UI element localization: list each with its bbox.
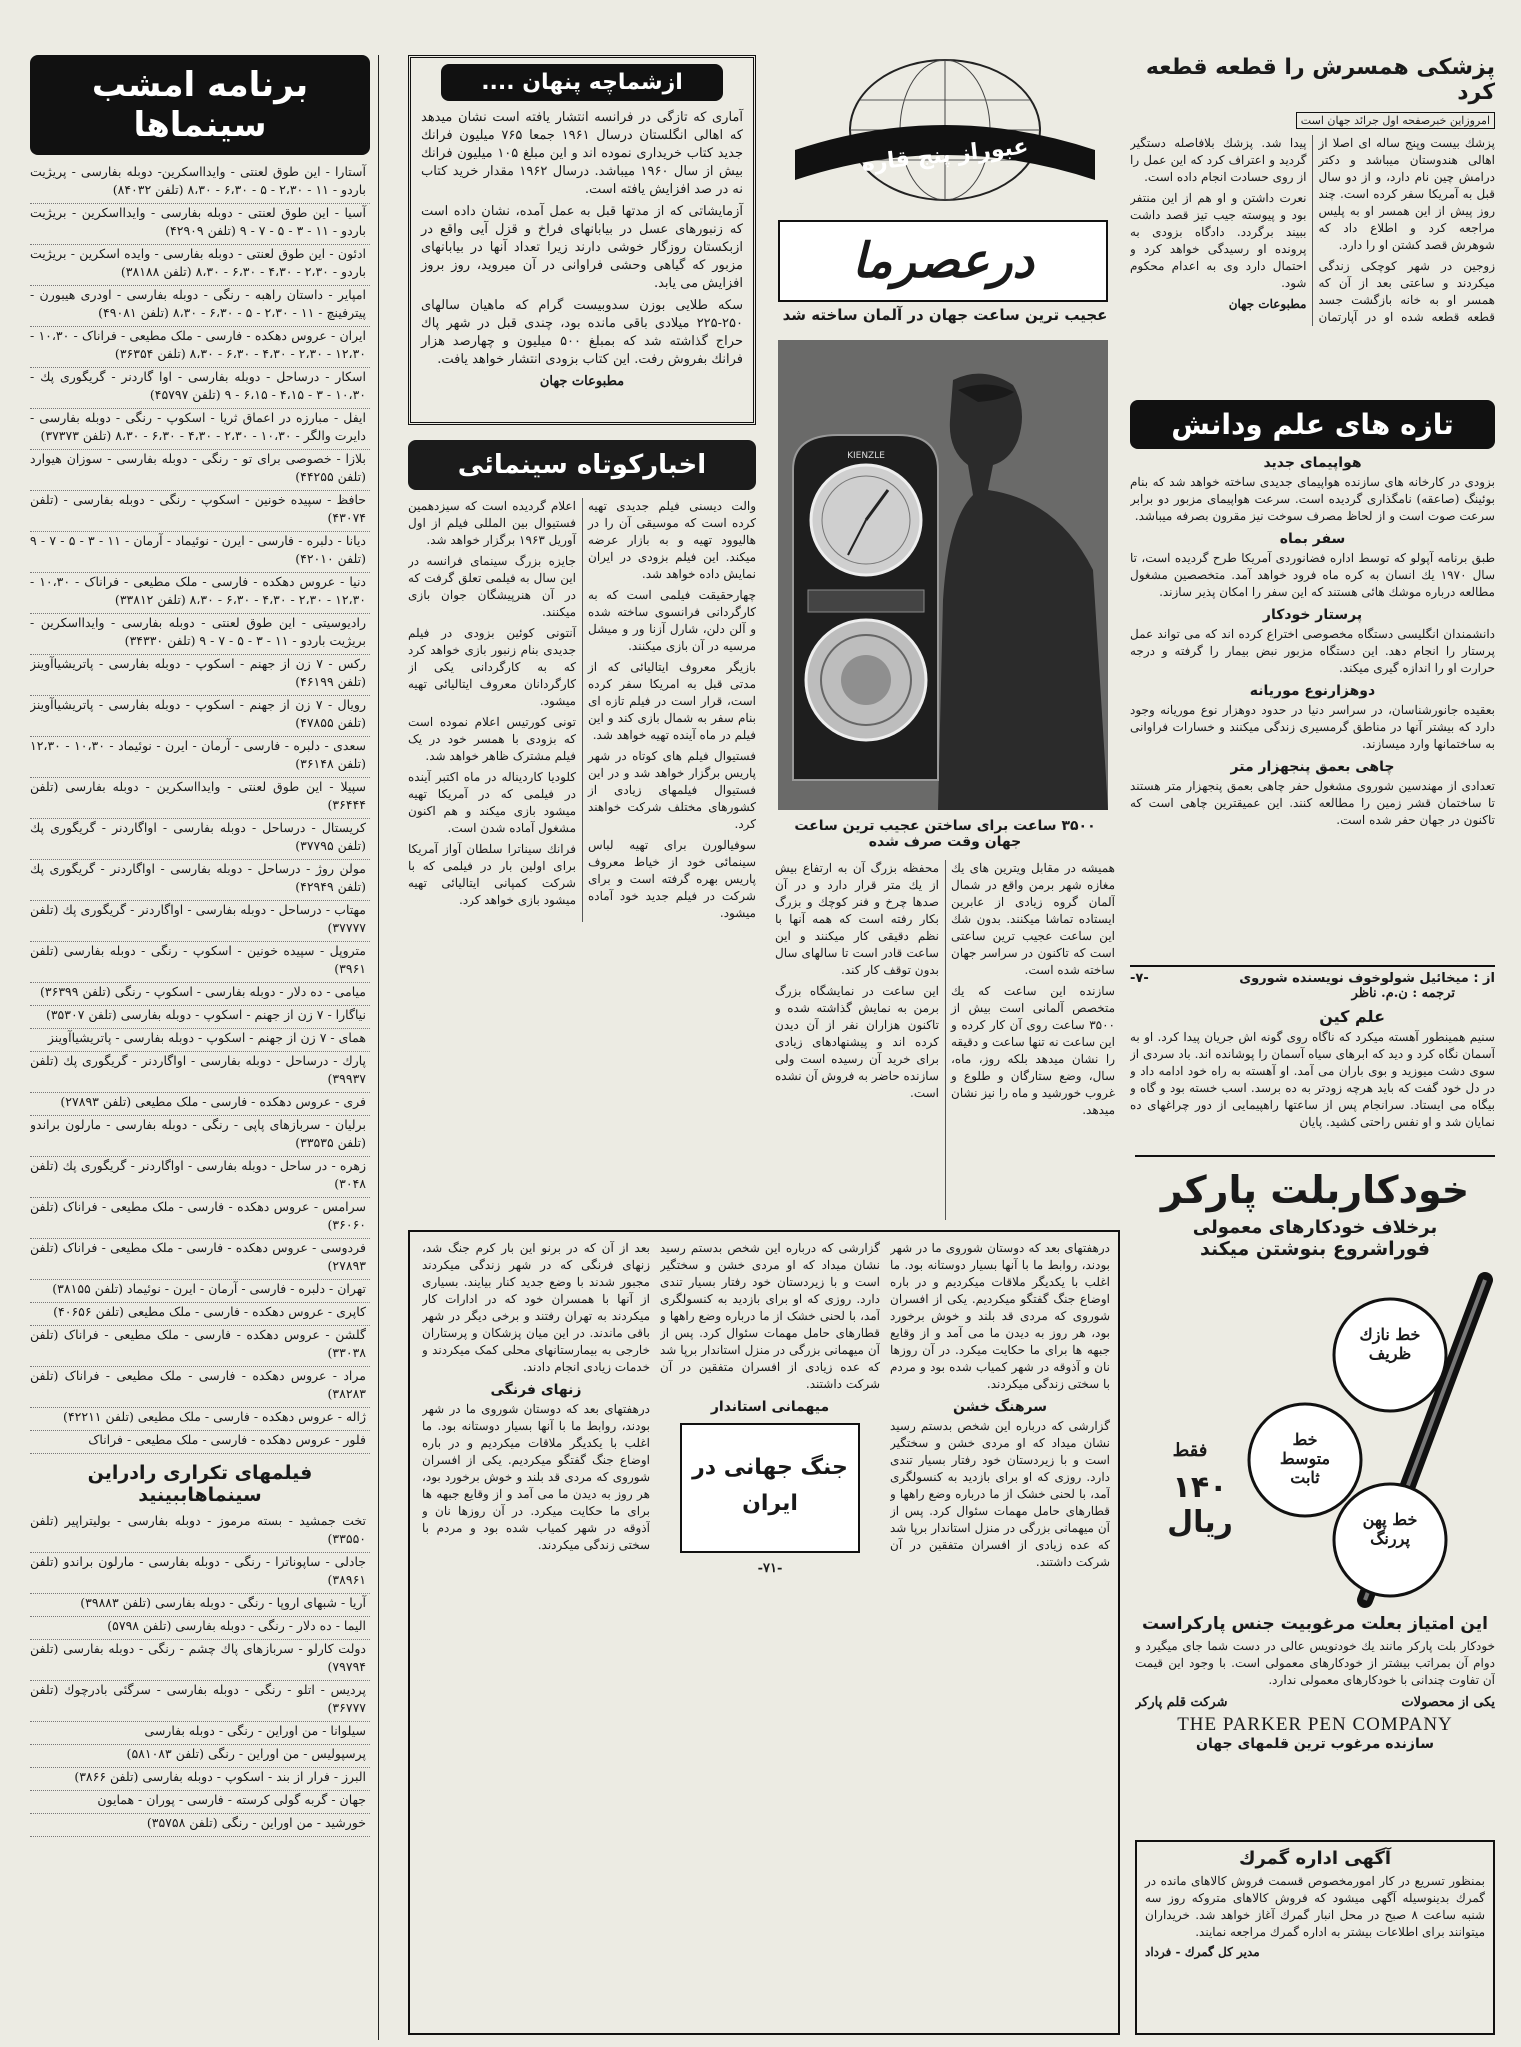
doctor-paragraph: نعرت داشتن و او هم از این منتفر بود و پیوسته جیب تیز قصد داشت ببیند برگردد. دادگاه بزودی به پرونده او رسیدگی خواهد کرد و احتمال دارد وی به اعدام محکوم شود. — [1130, 191, 1307, 290]
cinema-listing: پردیس - اتلو - رنگی - دوبله بفارسی - سرگئی بادرچوك (تلفن ۳۶۷۷۷) — [30, 1681, 370, 1722]
parker-company-en: THE PARKER PEN COMPANY — [1177, 1714, 1453, 1735]
cinema-listing: بلازا - خصوصی برای تو - رنگی - دوبله بفارسی - سوزان هیوارد (تلفن ۴۴۲۵۵) — [30, 450, 370, 491]
cinema-listing: کریستال - درساحل - دوبله بفارسی - اواگاردنر - گریگوری پك (تلفن ۳۷۷۹۵) — [30, 819, 370, 860]
cine-news-item: سوفیالورن برای تهیه لباس سینمائی خود از خیاط معروف پاریس بهره گرفته است و برای شرکت در فیلم جدید خود آماده میشود. — [588, 838, 756, 920]
cinema-listing: ایران - عروس دهکده - فارسی - ملک مطیعی - فراناک - ۱۰،۳۰ - ۱۲،۳۰ - ۲،۳۰ - ۴،۳۰ - ۶،۳۰ - ۸،۳۰ (تلفن ۳۶۳۵۴) — [30, 327, 370, 368]
clock-caption: ۳۵۰۰ ساعت برای ساختن عجیب ترین ساعت جهان وقت صرف شده — [794, 818, 1096, 850]
cine-news-item: آنتونی کوئین بزودی در فیلم جدیدی بنام زنبور بازی خواهد کرد که به کارگردانی یکی از کارگردانان معروف ایتالیائی تهیه میشود. — [408, 626, 576, 708]
customs-notice — [1135, 1840, 1495, 2035]
cine-news-item: بازیگر معروف ایتالیائی که از مدتی قبل به امریکا سفر کرده است، قرار است در فیلم تازه ای بنام سفر به شمال بازی کند و این فیلم در ماه آینده تهیه خواهد شد. — [588, 660, 756, 742]
parker-broad-line: خط پهن پررنگ — [1362, 1510, 1418, 1548]
cinema-listing: پارك - درساحل - دوبله بفارسی - اواگاردنر - گریگوری پك (تلفن ۳۹۹۳۷) — [30, 1052, 370, 1093]
cinema-listing: رادیوسیتی - این طوق لعنتی - دوبله بفارسی - وایدااسکرین - بریژیت باردو - ۱۱ - ۳ - ۵ - ۷ - ۹ (تلفن ۳۴۳۳۰) — [30, 614, 370, 655]
cine-news-item: فرانك سیناترا سلطان آواز آمریکا برای اولین بار در فیلمی که با شرکت کمپانی ایتالیائی تهیه میشود بازی خواهد کرد. — [408, 842, 576, 907]
cinema-listing: همای - ۷ زن از جهنم - اسکوپ - دوبله بفارسی - پاتریشیاآوینز — [30, 1029, 370, 1052]
cine-news-item: تونی کورتیس اعلام نموده است که بزودی با همسر خود در یک فیلم مشترک ظاهر خواهد شد. — [408, 715, 576, 763]
cinema-column — [30, 55, 370, 2040]
parker-sub2: فوراشروع بنوشتن میکند — [1200, 1238, 1430, 1260]
repeat-films-title: فیلمهای تکراری رادراین سینماهاببینید — [87, 1462, 313, 1506]
parker-company-fa: شرکت قلم پارکر — [1135, 1695, 1228, 1710]
cine-news-item: کلودیا کاردیناله در ماه اکتبر آینده در فیلمی که در آمریکا تهیه میشود بازی میکند و هم اکنون مشغول آماده شدن است. — [408, 770, 576, 835]
science-item-text: دانشمندان انگلیسی دستگاه مخصوصی اختراع کرده اند که می تواند عمل پرستار را انجام دهد. این دستگاه مزبور نبض بیمار را گرفته و درجه حرارت او را اندازه گیری میکند. — [1130, 627, 1495, 675]
diplomacy-subhead: زنهای فرنگی — [490, 1382, 582, 1398]
cinema-listing: امپایر - داستان راهبه - رنگی - دوبله بفارسی - اودری هیبورن - پیترفینچ - ۱۱ - ۲،۳۰ - ۵ - ۶،۳۰ - ۸،۳۰ (تلفن ۴۹۰۸۱) — [30, 286, 370, 327]
science-news — [1130, 400, 1495, 960]
parker-maker: سازنده مرغوب ترین قلمهای جهان — [1196, 1736, 1434, 1752]
cinema-listing: جهان - گربه گولی کرسته - فارسی - پوران - همایون — [30, 1791, 370, 1814]
parker-body: خودکار بلت پارکر مانند یك خودنویس عالی در دست شما جای میگیرد و دوام آن بمراتب بیشتر از خودکارهای معمولی است. با وجود این قیمت آن تفاوت چندانی با خودکارهای معمولی ندارد. — [1135, 1639, 1495, 1687]
era-section-title: درعصرما — [852, 233, 1034, 289]
cinema-listing: فردوسی - عروس دهکده - فارسی - ملک مطیعی - فراناک (تلفن ۲۷۸۹۳) — [30, 1239, 370, 1280]
parker-ad — [1135, 1155, 1495, 1847]
science-title: تازه های علم ودانش — [1130, 400, 1495, 449]
cinema-listing: فلور - عروس دهکده - فارسی - ملک مطیعی - فراناک — [30, 1431, 370, 1454]
cinema-listing: پرسپولیس - من اوراین - رنگی (تلفن ۵۸۱۰۸۳) — [30, 1745, 370, 1768]
diplomacy-text: گزارشی که درباره این شخص بدستم رسید نشان میداد که او مردی خشن و سختگیر است و با زیردستان خود رفتار بسیار تندی دارد. روزی که او برای بازدید به کنسولگری آمد، با لحنی خشک از ما درباره وضع راهها و قطارهای حامل مهمات سئوال کرد. پس از آن میهمانی بزرگی در منزل استاندار برپا شد که عده زیادی از افسران متفقین در آن شرکت داشتند. — [890, 1419, 1110, 1569]
doctor-article — [1130, 55, 1495, 390]
diplomacy-text: بعد از آن که در برنو این بار کرم جنگ شد، زنهای فرنگی که در شهر زندگی میکردند مجبور شدند با وضع جدید کنار بیایند. بسیاری از آنها با همسران خود که در ادارات کار میکردند به تهران رفتند و برخی دیگر در شهر باقی ماندند. در این میان پزشکان و پرستاران خارجی به بیمارستانهای محلی کمک میکردند و خدمات زیادی انجام دادند. — [422, 1241, 650, 1374]
clock-paragraph: محفظه بزرگ آن به ارتفاع بیش از یك متر قرار دارد و در آن صدها چرخ و فنر کوچك و بزرگ بکار رفته است که همه آنها با نظم دقیقی کار میکنند و این ساعت قادر است تا سالهای سال بدون توقف کار کند. — [775, 861, 939, 977]
cinema-listing: جادلی - ساپوناترا - رنگی - دوبله بفارسی - مارلون براندو (تلفن ۳۸۹۶۱) — [30, 1553, 370, 1594]
diplomacy-text: درهفتهای بعد که دوستان شوروی ما در شهر بودند، روابط ما با آنها بسیار دوستانه بود. ما اغلب با یکدیگر ملاقات میکردیم و در باره اوضاع جنگ گفتگو میکردیم. یکی از افسران شوروی که مردی قد بلند و خوش برخورد بود، هر روز به دیدن ما می آمد و از وقایع جبهه ها برای ما حکایت میکرد. در آن روزها نان و آذوقه در شهر کمیاب شده بود و مردم با سختی زندگی میکردند. — [422, 1402, 650, 1552]
clock-photo — [778, 340, 1108, 810]
science-item-head: دوهزارنوع موریانه — [1249, 683, 1376, 699]
cinema-listing: رویال - ۷ زن از جهنم - اسکوپ - دوبله بفارسی - پاتریشیاآوینز (تلفن ۴۷۸۵۵) — [30, 696, 370, 737]
cinema-listing: دنیا - عروس دهکده - فارسی - ملک مطیعی - فراناک - ۱۰،۳۰ - ۱۲،۳۰ - ۲،۳۰ - ۴،۳۰ - ۶،۳۰ - ۸،۳۰ (تلفن ۳۳۸۱۲) — [30, 573, 370, 614]
cine-news-item: والت دیسنی فیلم جدیدی تهیه کرده است که موسیقی آن را در هالیوود تهیه و به بازار عرضه میکند. این فیلم بزودی در ایران نمایش داده خواهد شد. — [588, 499, 756, 581]
story-title: علم کین — [1319, 1007, 1385, 1026]
cinema-listing: کاپری - عروس دهکده - فارسی - ملک مطیعی (تلفن ۴۰۶۵۶) — [30, 1303, 370, 1326]
cinema-listing: سیلوانا - من اوراین - رنگی - دوبله بفارسی — [30, 1722, 370, 1745]
customs-title: آگهی اداره گمرك — [1238, 1848, 1392, 1869]
cinema-listing: حافظ - سپیده خونین - اسکوپ - رنگی - دوبله بفارسی - (تلفن ۴۳۰۷۴) — [30, 491, 370, 532]
doctor-kicker: امروزاین خبرصفحه اول جرائد جهان است — [1296, 112, 1495, 129]
cinema-listing: آریا - شبهای اروپا - رنگی - دوبله بفارسی (تلفن ۳۹۸۸۳) — [30, 1594, 370, 1617]
diplomacy-inset-title: جنگ جهانی در ایران — [692, 1455, 848, 1516]
diplomacy-inset — [680, 1423, 860, 1553]
diplomacy-text: گزارشی که درباره این شخص بدستم رسید نشان میداد که او مردی خشن و سختگیر است و با زیردستان خود رفتار بسیار تندی دارد. روزی که او برای بازدید به کنسولگری آمد، با لحنی خشک از ما درباره وضع راهها و قطارهای حامل مهمات سئوال کرد. پس از آن میهمانی بزرگی در منزل استاندار برپا شد که عده زیادی از افسران متفقین در آن شرکت داشتند. — [660, 1241, 880, 1391]
parker-product-of: یکی از محصولات — [1401, 1695, 1495, 1710]
doctor-paragraph: زوجین در شهر کوچکی زندگی میکردند و ساعتی بعد از آن که همسر او به خانه بازگشت جسد قطعه قطعه شده او در آپارتمان پیدا شد. پزشك بلافاصله دستگیر گردید و اعتراف کرد که این عمل را از روی حسادت انجام داده است. — [1130, 136, 1495, 324]
customs-text: بمنظور تسریع در کار امورمخصوص قسمت فروش کالاهای مانده در گمرك بدینوسیله آگهی میشود که فروش کالاهای متروکه روز سه شنبه ساعت ۸ صبح در محل انبار گمرك آغاز خواهد شد. خریداران میتوانند برای اطلاعات بیشتر به اداره گمرك مراجعه نمایند. — [1145, 1874, 1485, 1939]
parker-price-label: فقط — [1172, 1440, 1208, 1461]
cinema-listing: البرز - فرار از بند - اسکوپ - دوبله بفارسی (تلفن ۳۸۶۶) — [30, 1768, 370, 1791]
era-title-box — [778, 220, 1108, 302]
cinema-listing: تهران - دلبره - فارسی - آرمان - ایرن - نوئیماد (تلفن ۳۸۱۵۵) — [30, 1280, 370, 1303]
story-serial — [1130, 965, 1495, 1151]
column-rule — [378, 55, 379, 2040]
diplomacy-subhead: میهمانی استاندار — [710, 1399, 830, 1415]
repeat-films-list — [30, 1512, 370, 1837]
cinema-title: برنامه امشب سینماها — [30, 55, 370, 155]
cinema-list — [30, 163, 370, 1454]
cinema-listing: ادئون - این طوق لعنتی - دوبله بفارسی - وایده اسکرین - بریژیت باردو - ۲،۳۰ - ۴،۳۰ - ۶،۳۰ - ۸،۳۰ (تلفن ۳۸۱۸۸) — [30, 245, 370, 286]
cinema-listing: رکس - ۷ زن از جهنم - اسکوپ - دوبله بفارسی - پاتریشیاآوینز (تلفن ۴۶۱۹۹) — [30, 655, 370, 696]
cinema-listing: آسیا - این طوق لعنتی - دوبله بفارسی - وایدااسکرین - بریژیت باردو - ۱۱ - ۳ - ۵ - ۷ - ۹ (تلفن ۴۲۹۰۹) — [30, 204, 370, 245]
cinema-listing: الیما - ده دلار - رنگی - دوبله بفارسی (تلفن ۵۷۹۸) — [30, 1617, 370, 1640]
secret-source: مطبوعات جهان — [539, 374, 625, 389]
diplomacy-subhead: سرهنگ خشن — [952, 1399, 1048, 1415]
cinema-listing: آستارا - این طوق لعنتی - وایدااسکرین- دوبله بفارسی - پریژیت باردو - ۱۱ - ۲،۳۰ - ۵ - ۶،۳۰ - ۸،۳۰ (تلفن ۸۴۰۳۲) — [30, 163, 370, 204]
cinema-listing: اسکار - درساحل - دوبله بفارسی - اوا گاردنر - گریگوری پك - ۱۰،۳۰ - ۳ - ۴،۱۵ - ۶،۱۵ - ۹ (تلفن ۴۵۷۹۷) — [30, 368, 370, 409]
cinema-listing: ژاله - عروس دهکده - فارسی - ملک مطیعی (تلفن ۴۲۲۱۱) — [30, 1408, 370, 1431]
clock-illustration — [778, 340, 1108, 810]
cinema-listing: نیاگارا - ۷ زن از جهنم - اسکوپ - دوبله بفارسی (تلفن ۳۵۳۰۷) — [30, 1006, 370, 1029]
story-number: -۷- — [1130, 971, 1149, 986]
story-translator: ترجمه : ن.م. ناظر — [1351, 986, 1455, 1001]
secret-paragraph: آزمایشاتی که از مدتها قبل به عمل آمده، نشان داده است که زنبورهای عسل در بیابانهای فراخ و قزل آیی واقع در ازبکستان روزگار خوشی دارند زیرا تعداد آنها در بیابانهای مزبور که گیاهی وحشی فراوانی در آن میروید، روز بروز افزایش می یابد. — [421, 204, 743, 291]
cinema-listing: سپیلا - این طوق لعنتی - وایدااسکرین - دوبله بفارسی (تلفن ۳۶۴۴۴) — [30, 778, 370, 819]
cinema-listing: مهتاب - درساحل - دوبله بفارسی - اواگاردنر - گریگوری پك (تلفن ۳۷۷۷۷) — [30, 901, 370, 942]
clock-brand-label: KIENZLE — [847, 451, 885, 461]
cine-news-item: جایزه بزرگ سینمای فرانسه در این سال به فیلمی تعلق گرفت که در آن هنرپیشگان جوان بازی میکنند. — [408, 554, 576, 619]
doctor-title: پزشکی همسرش را قطعه قطعه کرد — [1145, 55, 1495, 105]
doctor-source: مطبوعات جهان — [1228, 297, 1307, 311]
cinema-listing: دیانا - دلبره - فارسی - ایرن - نوئیماد - آرمان - ۱۱ - ۳ - ۵ - ۷ - ۹ (تلفن ۴۲۰۱۰) — [30, 532, 370, 573]
cinema-listing: فری - عروس دهکده - فارسی - ملک مطیعی (تلفن ۲۷۸۹۳) — [30, 1093, 370, 1116]
cinema-listing: گلشن - عروس دهکده - فارسی - ملک مطیعی - فراناک (تلفن ۳۳۰۳۸) — [30, 1326, 370, 1367]
cine-news-item: فستیوال فیلم های کوتاه در شهر پاریس برگزار خواهد شد و در این فستیوال فیلمهای زیادی از کشورهای مختلف شرکت خواهند کرد. — [588, 749, 756, 831]
clock-paragraph: سازنده این ساعت که یك متخصص آلمانی است بیش از ۳۵۰۰ ساعت روی آن کار کرده و این ساعت نه تنها ساعت و دقیقه را نشان میدهد بلکه روز، ماه، سال، وضع ستارگان و طلوع و غروب خورشید و ماه را نیز نشان میدهد. — [951, 984, 1115, 1117]
story-text: سنیم همینطور آهسته میکرد که ناگاه روی گونه اش جریان پیدا کرد. او به آسمان نگاه کرد و دید که ابرهای سیاه آسمان را پوشانده اند. باد سردی از سوی دشت میوزید و بوی باران می آمد. او آهسته به راه خود ادامه داد و در دل خود گفت که باید هرچه زودتر به ده برسد. اسب خسته بود و گاه و بیگاه می ایستاد. سرانجام پس از ساعتها راهپیمایی از دور چراغهای ده نمایان شد و او نفس راحتی کشید. پایان — [1130, 1030, 1495, 1129]
diplomacy-article — [408, 1230, 1120, 2035]
science-item-text: بزودی در کارخانه های سازنده هواپیمای جدیدی ساخته خواهد شد که بنام بوئینگ (صاعقه) نامگذاری گردیده است. سرعت هواپیمای مزبور دو برابر سرعت صوت است و از لحاظ مصرف سوخت نیز مقرون بصرفه میباشد. — [1130, 475, 1495, 523]
customs-signature: مدیر کل گمرك - فرداد — [1145, 1945, 1260, 1959]
science-item-head: سفر بماه — [1279, 531, 1346, 547]
diplomacy-text: درهفتهای بعد که دوستان شوروی ما در شهر بودند، روابط ما با آنها بسیار دوستانه بود. ما اغلب با یکدیگر ملاقات میکردیم و در باره اوضاع جنگ گفتگو میکردیم. یکی از افسران شوروی که مردی قد بلند و خوش برخورد بود، هر روز به دیدن ما می آمد و از وقایع جبهه ها برای ما حکایت میکرد. در آن روزها نان و آذوقه در شهر کمیاب شده بود و مردم با سختی زندگی میکردند. — [890, 1241, 1110, 1391]
cinema-listing: ایفل - مبارزه در اعماق ثریا - اسکوپ - رنگی - دوبله بفارسی - دایرت والگر - ۱۰،۳۰ - ۲،۳۰ - ۴،۳۰ - ۶،۳۰ - ۸،۳۰ (تلفن ۳۷۳۷۳) — [30, 409, 370, 450]
cinema-listing: سرامس - عروس دهکده - فارسی - ملک مطیعی - فراناک (تلفن ۳۶۰۶۰) — [30, 1198, 370, 1239]
cinema-listing: مولن روژ - درساحل - دوبله بفارسی - اواگاردنر - گریگوری پك (تلفن ۴۲۹۴۹) — [30, 860, 370, 901]
doctor-paragraph: پزشك بیست وپنج ساله ای اصلا از اهالی هندوستان میباشد و دکتر درامش چین نام دارد، و از دو سال قبل به آمریکا سفر کرده است. چند روز پیش از این همسر او به پلیس مراجعه کرد و اطلاع داد که شوهرش قصد کشتن او را دارد. — [1318, 136, 1495, 252]
clock-paragraph: همیشه در مقابل ویترین های یك مغازه شهر برمن واقع در شمال آلمان گروه زیادی از عابرین ایستاده تماشا میکنند. بدون شك این ساعت عجیب ترین ساعتی است که تاکنون در سراسر جهان ساخته شده است. — [951, 861, 1115, 977]
cinema-listing: دولت کارلو - سربازهای پاك چشم - رنگی - دوبله بفارسی (تلفن ۷۹۷۹۴) — [30, 1640, 370, 1681]
secret-paragraph: آماری که تازگی در فرانسه انتشار یافته است نشان میدهد که اهالی انگلستان درسال ۱۹۶۱ جمعا ۷۶۵ میلیون فرانك جدید کتاب خریداری نموده اند و این مبلغ ۱۰۵ میلیون فرانك بیش از سال ۱۹۶۰ میباشد. درسال ۱۹۶۲ مقدار خرید کتاب نه در صد افزایش یافته است. — [421, 110, 744, 197]
cinema-listing: سعدی - دلبره - فارسی - آرمان - ایرن - نوئیماد - ۱۰،۳۰ - ۱۲،۳۰ (تلفن ۳۶۱۴۸) — [30, 737, 370, 778]
science-item-text: طبق برنامه آپولو که توسط اداره فضانوردی آمریکا طرح گردیده است، تا سال ۱۹۷۰ یك انسان به کره ماه فرود خواهد آمد. متخصصین مشغول مطالعه درباره موشك هائی هستند که این سفر را امکان پذیر سازند. — [1130, 551, 1495, 599]
cinema-listing: میامی - ده دلار - دوبله بفارسی - اسکوپ - رنگی (تلفن ۳۶۳۹۹) — [30, 983, 370, 1006]
cinema-listing: متروپل - سپیده خونین - اسکوپ - رنگی - دوبله بفارسی (تلفن ۳۹۶۱) — [30, 942, 370, 983]
parker-headline: خودکاربلت پارکر — [1160, 1168, 1470, 1212]
parker-fine-line: خط نازك ظریف — [1359, 1325, 1421, 1363]
cinema-listing: خورشید - من اوراین - رنگی (تلفن ۳۵۷۵۸) — [30, 1814, 370, 1837]
cine-news-title: اخبارکوتاه سینمائی — [408, 440, 756, 490]
five-continents-title: عبوراز پنج قاره — [860, 134, 1030, 177]
clock-headline: عجیب ترین ساعت جهان در آلمان ساخته شد — [782, 306, 1108, 324]
clock-paragraph: این ساعت در نمایشگاه بزرگ برمن به نمایش گذاشته شده و تاکنون هزاران نفر از آن دیدن کرده اند و پیشنهادهای زیادی برای خرید آن رسیده است ولی سازنده حاضر به فروش آن نشده است. — [775, 984, 939, 1100]
cine-news-item: چهارحقیقت فیلمی است که به کارگردانی فرانسوی ساخته شده و آلن دلن، شارل آزنا ور و میشل مرسیه در آن بازی میکنند. — [588, 588, 756, 653]
cinema-listing: مراد - عروس دهکده - فارسی - ملک مطیعی - فراناک (تلفن ۳۸۲۸۳) — [30, 1367, 370, 1408]
clock-article — [775, 860, 1115, 1220]
story-byline: از : میخائیل شولوخوف نویسنده شوروی — [1239, 971, 1495, 986]
science-item-text: تعدادی از مهندسین شوروی مشغول حفر چاهی بعمق پنجهزار متر هستند تا ساختمان قشر زمین را مطالعه کنند. این عمیقترین چاهی است که تاکنون در جهان حفر شده است. — [1130, 779, 1495, 827]
cine-news — [408, 440, 756, 1200]
globe-icon — [775, 55, 1115, 205]
cinema-listing: زهره - در ساحل - دوبله بفارسی - اواگاردنر - گریگوری پك (تلفن ۳۰۴۸) — [30, 1157, 370, 1198]
science-item-text: بعقیده جانورشناسان، در سراسر دنیا در حدود دوهزار نوع موریانه وجود دارد که بیشتر آنها در مناطق گرمسیری زندگی میکنند و خسارات فراوانی به ساختمانها وارد میسازند. — [1130, 703, 1495, 751]
science-item-head: چاهی بعمق پنجهزار متر — [1230, 759, 1395, 775]
science-item-head: پرستار خودکار — [1262, 607, 1363, 623]
parker-sub1: برخلاف خودکارهای معمولی — [1192, 1217, 1438, 1238]
parker-medium-line: خط متوسط ثابت — [1279, 1430, 1331, 1487]
globe-banner — [775, 55, 1115, 205]
cinema-listing: تخت جمشید - بسته مرموز - دوبله بفارسی - بولیتراپیر (تلفن ۳۳۵۵۰) — [30, 1512, 370, 1553]
secret-box — [408, 55, 756, 425]
secret-paragraph: سکه طلایی بوزن سدوبیست گرام که ماهیان سالهای ۲۵۰-۲۲۵ میلادی باقی مانده بود، چندی قبل در شهر پاك حراج گذاشته شد که بمبلغ ۵۰۰ میلیون و چهارصد هزار فرانك بفروش رفت. این کتاب بزودی انتشار خواهد یافت. — [421, 298, 743, 367]
secret-title: ازشماچه پنهان .... — [441, 64, 723, 101]
cine-news-item: اعلام گردیده است که سیزدهمین فستیوال بین المللی فیلم از اول آوریل ۱۹۶۳ برگزار خواهد شد. — [408, 499, 576, 547]
cinema-listing: برلیان - سربازهای پاپی - رنگی - دوبله بفارسی - مارلون براندو (تلفن ۳۳۵۳۵) — [30, 1116, 370, 1157]
diplomacy-number: -۷۱- — [757, 1561, 783, 1576]
parker-tagline: این امتیاز بعلت مرغوبیت جنس پارکراست — [1142, 1614, 1488, 1634]
parker-price: ۱۴۰ ریال — [1167, 1470, 1233, 1540]
science-item-head: هواپیمای جدید — [1263, 455, 1362, 471]
